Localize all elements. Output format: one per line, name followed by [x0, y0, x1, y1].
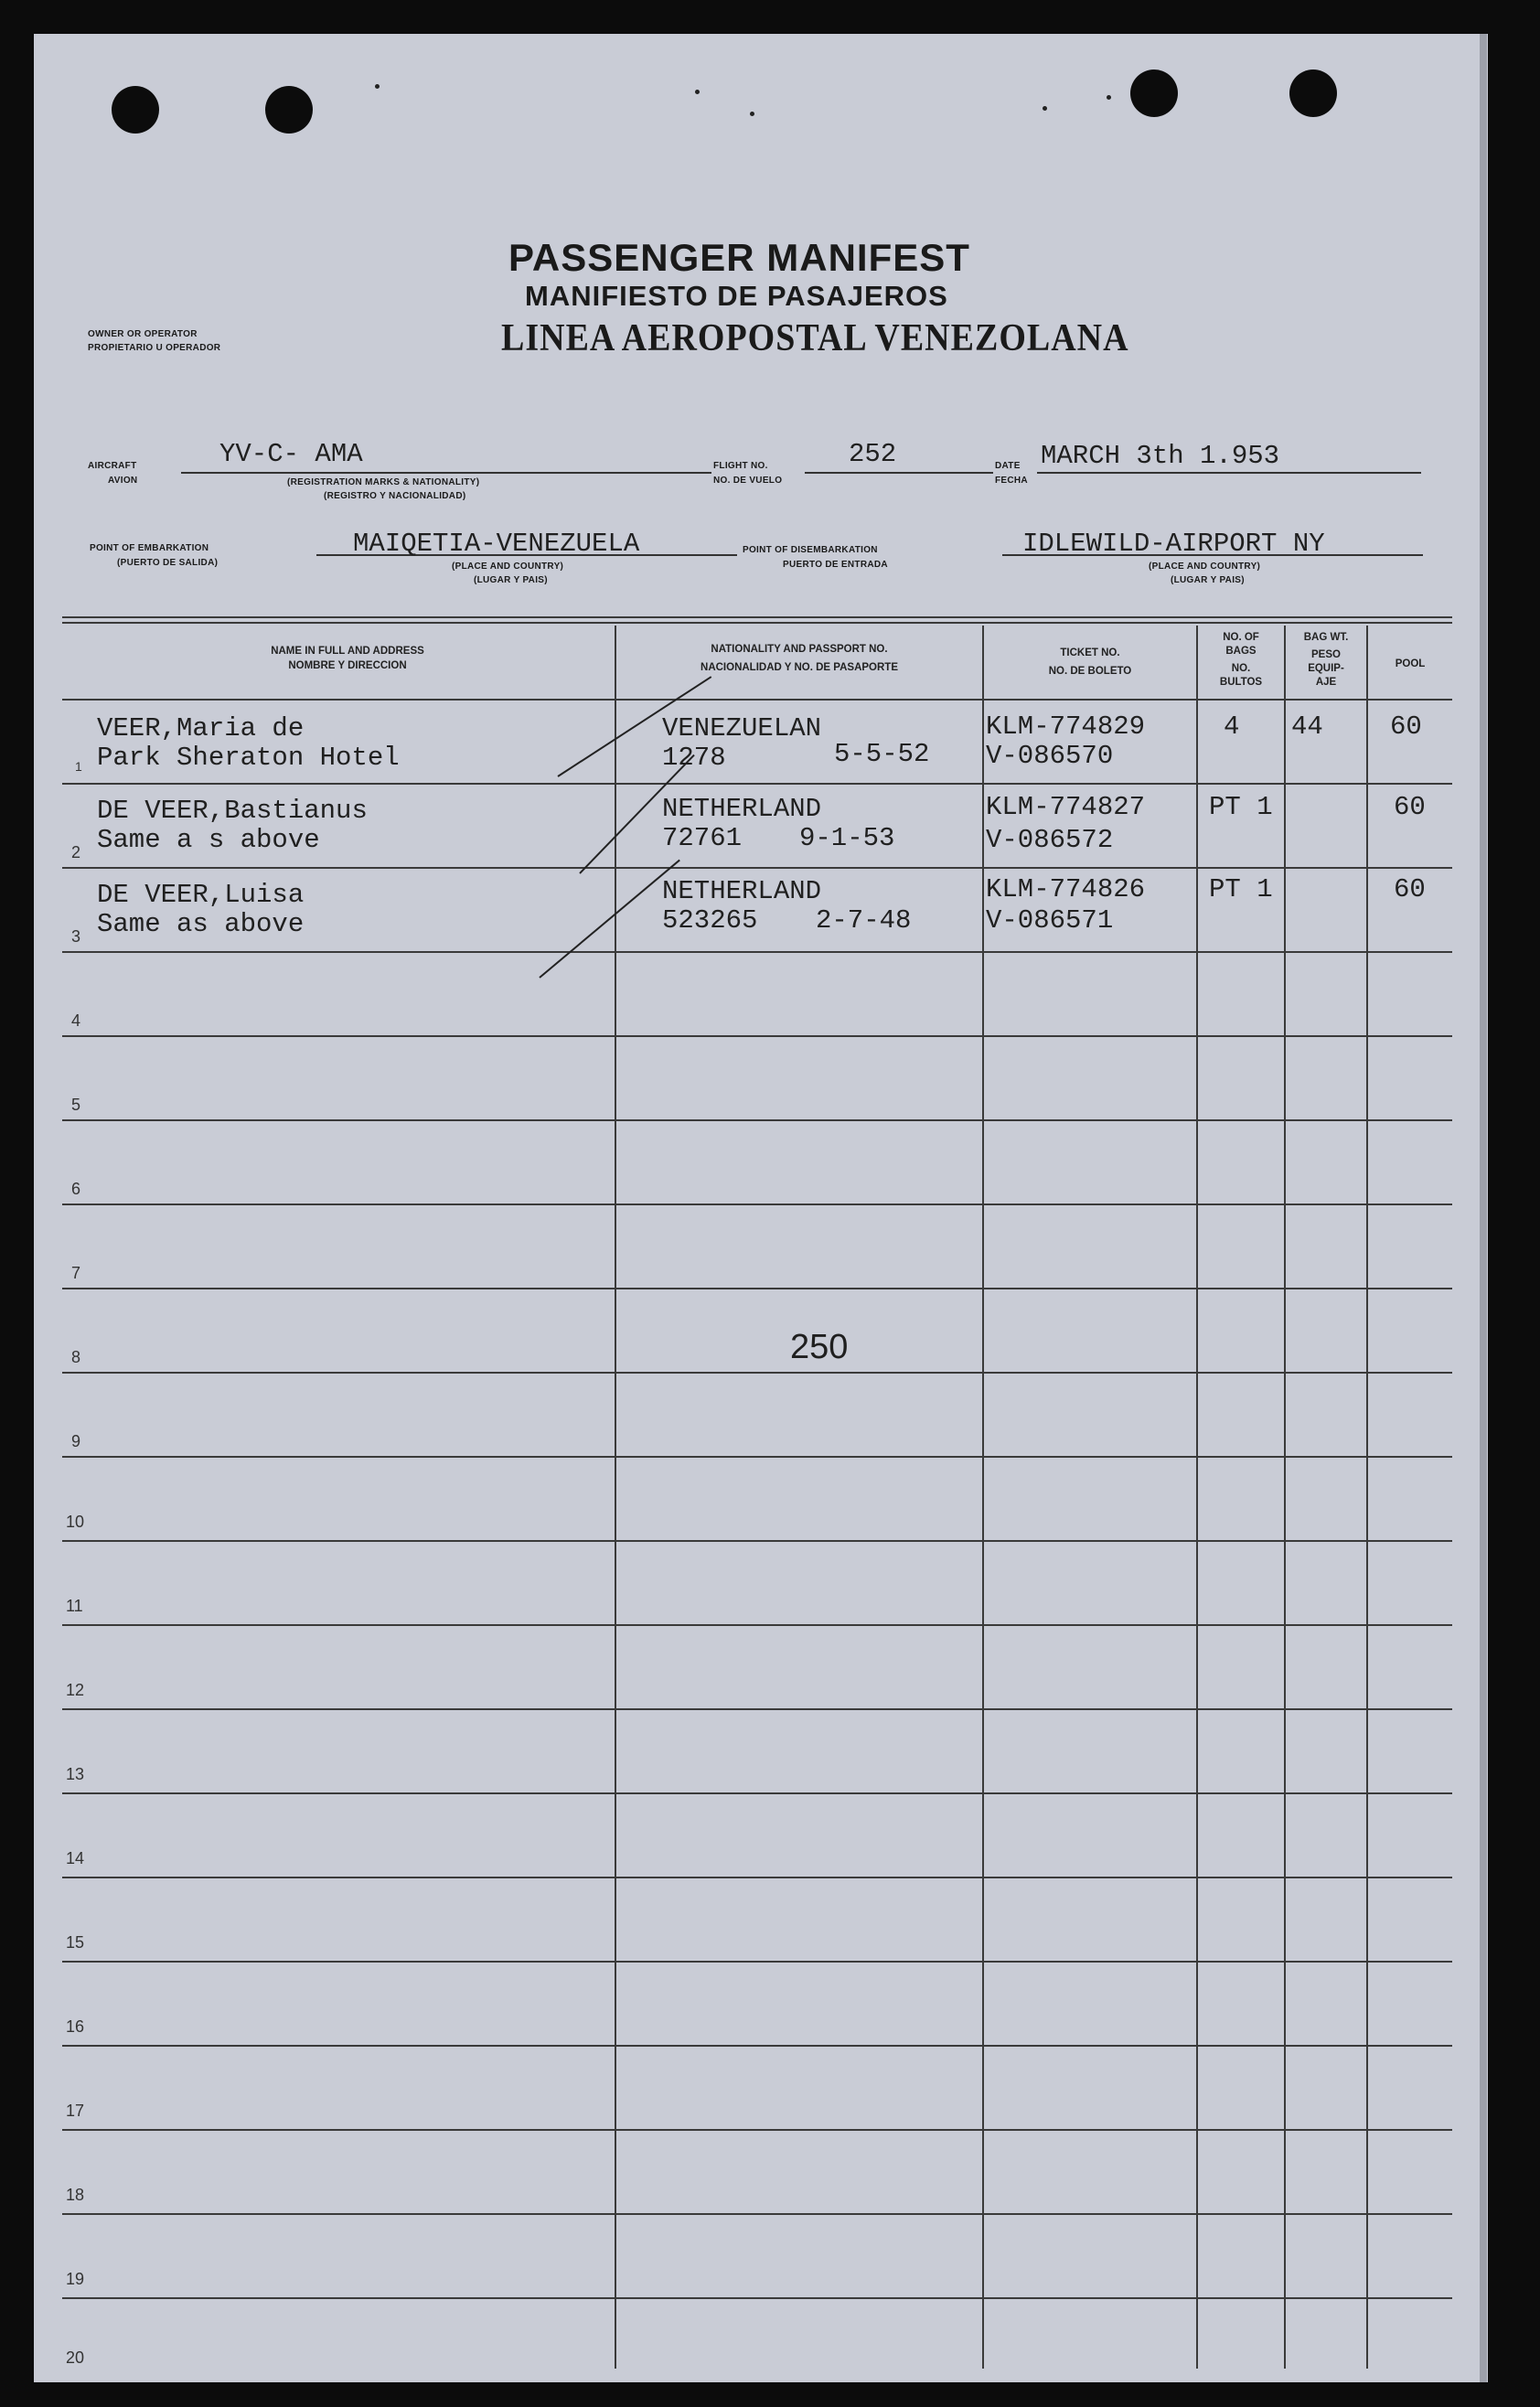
speck	[750, 112, 754, 116]
col-header-name-es: NOMBRE Y DIRECCION	[288, 660, 407, 671]
stamp-number: 250	[790, 1328, 849, 1366]
disembark-value: IDLEWILD-AIRPORT NY	[1022, 529, 1325, 559]
row-number: 2	[71, 843, 81, 861]
passenger-name: VEER,Maria de	[97, 713, 305, 743]
passenger-pool: 60	[1394, 874, 1426, 904]
col-header-bagwt-2: PESO	[1311, 649, 1341, 660]
row-rule	[62, 1792, 1452, 1794]
col-header-bags	[1198, 631, 1284, 690]
passenger-passport-date: 5-5-52	[834, 739, 930, 769]
row-rule	[62, 951, 1452, 953]
passenger-address: Same a s above	[97, 825, 320, 855]
col-header-nationality	[618, 642, 980, 675]
passenger-bags: PT 1	[1209, 874, 1273, 904]
punch-hole	[1289, 70, 1337, 117]
row-number: 12	[66, 1681, 85, 1699]
passenger-name: DE VEER,Bastianus	[97, 796, 368, 826]
row-rule	[62, 1540, 1452, 1542]
row-rule	[62, 2297, 1452, 2299]
row-rule	[62, 1119, 1452, 1121]
col-header-name	[146, 644, 549, 673]
speck	[1107, 95, 1111, 100]
punch-hole	[112, 86, 159, 134]
table-top-rule-2	[62, 622, 1452, 624]
passenger-ticket: KLM-774826	[986, 874, 1146, 904]
passenger-bag-wt: 44	[1291, 711, 1323, 742]
row-number: 16	[66, 2017, 85, 2036]
passenger-ticket-2: V-086571	[986, 905, 1114, 936]
col-divider	[1196, 626, 1198, 2369]
manifest-title: PASSENGER MANIFEST	[508, 236, 970, 279]
row-number: 18	[66, 2186, 85, 2204]
disembark-label: POINT OF DISEMBARKATION	[743, 545, 878, 555]
row-number: 20	[66, 2348, 85, 2367]
paper-edge	[1480, 34, 1487, 2382]
row-rule	[62, 1204, 1452, 1205]
flight-value: 252	[849, 439, 897, 469]
operator-name: LINEA AEROPOSTAL VENEZOLANA	[501, 316, 1129, 360]
col-header-ticket	[986, 646, 1194, 679]
col-header-ticket-en: TICKET NO.	[1060, 647, 1120, 658]
punch-hole	[1130, 70, 1178, 117]
flight-underline	[805, 472, 993, 474]
passenger-ticket: KLM-774829	[986, 711, 1146, 742]
row-rule	[62, 1961, 1452, 1963]
row-rule	[62, 867, 1452, 869]
row-rule	[62, 1372, 1452, 1374]
passenger-ticket-2: V-086572	[986, 825, 1114, 855]
aircraft-underline	[181, 472, 711, 474]
row-rule	[62, 1624, 1452, 1626]
col-header-name-en: NAME IN FULL AND ADDRESS	[271, 646, 424, 657]
speck	[695, 90, 700, 94]
col-divider	[1366, 626, 1368, 2369]
row-rule	[62, 1456, 1452, 1458]
date-label: DATE	[995, 461, 1021, 471]
row-number: 11	[66, 1597, 83, 1615]
passenger-passport-date: 2-7-48	[816, 905, 912, 936]
row-number: 10	[66, 1513, 85, 1531]
registration-label-es: (REGISTRO Y NACIONALIDAD)	[324, 491, 466, 501]
speck	[1043, 106, 1047, 111]
row-number: 19	[66, 2270, 85, 2288]
row-number: 3	[71, 927, 81, 946]
date-underline	[1037, 472, 1421, 474]
row-rule	[62, 783, 1452, 785]
col-header-nationality-en: NATIONALITY AND PASSPORT NO.	[711, 644, 888, 655]
row-number: 7	[71, 1264, 81, 1282]
row-number: 8	[71, 1348, 81, 1366]
passenger-nationality: NETHERLAND	[662, 876, 822, 906]
row-number: 15	[66, 1933, 85, 1952]
col-divider	[982, 626, 984, 2369]
passenger-bags: 4	[1224, 711, 1240, 742]
row-number: 14	[66, 1849, 85, 1867]
embark-value: MAIQETIA-VENEZUELA	[353, 529, 640, 559]
col-header-bagwt-4: AJE	[1315, 677, 1337, 688]
row-number: 6	[71, 1180, 81, 1198]
col-header-bags-2: BAGS	[1225, 646, 1257, 657]
col-header-bagwt-3: EQUIP-	[1308, 663, 1344, 674]
row-number: 17	[66, 2102, 85, 2120]
passenger-nationality: VENEZUELAN	[662, 713, 822, 743]
table-top-rule	[62, 616, 1452, 618]
flight-label: FLIGHT NO.	[713, 461, 768, 471]
place-label-2-es: (LUGAR Y PAIS)	[1171, 575, 1245, 585]
embark-label: POINT OF EMBARKATION	[90, 543, 209, 553]
passenger-ticket-2: V-086570	[986, 741, 1114, 771]
row-number: 5	[71, 1096, 81, 1114]
passenger-name: DE VEER,Luisa	[97, 880, 305, 910]
row-rule	[62, 2045, 1452, 2047]
col-header-ticket-es: NO. DE BOLETO	[1048, 666, 1132, 677]
row-rule	[62, 1708, 1452, 1710]
row-number: 4	[71, 1011, 81, 1030]
col-header-bags-1: NO. OF	[1223, 632, 1259, 643]
passenger-passport: 72761	[662, 823, 743, 853]
flight-label-es: NO. DE VUELO	[713, 476, 783, 486]
disembark-label-es: PUERTO DE ENTRADA	[783, 560, 888, 570]
passenger-ticket: KLM-774827	[986, 792, 1146, 822]
passenger-bags: PT 1	[1209, 792, 1273, 822]
passenger-address: Park Sheraton Hotel	[97, 743, 400, 773]
table-header-rule	[62, 699, 1452, 701]
passenger-pool: 60	[1390, 711, 1422, 742]
col-header-bags-3: NO.	[1231, 663, 1251, 674]
row-rule	[62, 2129, 1452, 2131]
passenger-nationality: NETHERLAND	[662, 794, 822, 824]
manifest-title-es: MANIFIESTO DE PASAJEROS	[525, 280, 948, 312]
col-divider	[615, 626, 616, 2369]
embark-label-es: (PUERTO DE SALIDA)	[117, 558, 219, 568]
col-header-bagwt-1: BAG WT.	[1303, 632, 1349, 643]
row-number: 9	[71, 1432, 81, 1450]
row-rule	[62, 1288, 1452, 1289]
speck	[375, 84, 380, 89]
col-header-pool	[1368, 657, 1452, 671]
passenger-passport-date: 9-1-53	[799, 823, 895, 853]
col-divider	[1284, 626, 1286, 2369]
row-rule	[62, 2213, 1452, 2215]
registration-label: (REGISTRATION MARKS & NATIONALITY)	[287, 477, 480, 487]
aircraft-label-es: AVION	[108, 476, 138, 486]
aircraft-value: YV-C- AMA	[219, 439, 363, 469]
place-label-es: (LUGAR Y PAIS)	[474, 575, 548, 585]
passenger-address: Same as above	[97, 909, 305, 939]
col-header-nationality-es: NACIONALIDAD Y NO. DE PASAPORTE	[700, 662, 898, 673]
passenger-pool: 60	[1394, 792, 1426, 822]
row-number: 13	[66, 1765, 85, 1783]
place-label: (PLACE AND COUNTRY)	[452, 562, 564, 572]
row-number: 1	[75, 759, 82, 774]
row-rule	[62, 1035, 1452, 1037]
date-value: MARCH 3th 1.953	[1041, 441, 1280, 471]
col-header-pool-en: POOL	[1395, 658, 1426, 669]
date-label-es: FECHA	[995, 476, 1028, 486]
row-rule	[62, 1877, 1452, 1878]
owner-label-es: PROPIETARIO U OPERADOR	[88, 343, 221, 353]
passenger-passport: 1278	[662, 743, 726, 773]
col-header-bagwt	[1286, 631, 1366, 690]
place-label-2: (PLACE AND COUNTRY)	[1149, 562, 1261, 572]
manifest-paper	[34, 34, 1488, 2382]
owner-label: OWNER OR OPERATOR	[88, 329, 198, 339]
punch-hole	[265, 86, 313, 134]
aircraft-label: AIRCRAFT	[88, 461, 137, 471]
col-header-bags-4: BULTOS	[1219, 677, 1263, 688]
passenger-passport: 523265	[662, 905, 758, 936]
